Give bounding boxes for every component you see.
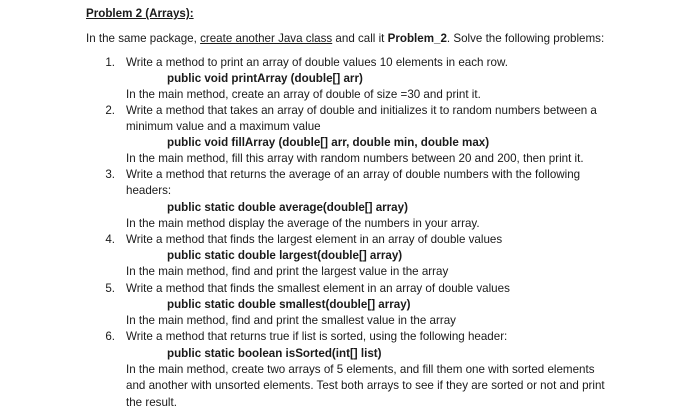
problem-description: Write a method that finds the largest element in an array of double values bbox=[126, 233, 503, 246]
problem-description: Write a method that finds the smallest element in an array of double values bbox=[126, 282, 510, 295]
problem-description: minimum value and a maximum value bbox=[126, 120, 321, 133]
problem-description: Write a method that returns the average of an array of double numbers with the following bbox=[126, 168, 581, 181]
problem-number: 4. bbox=[105, 233, 115, 246]
problem-description: Write a method to print an array of double values 10 elements in each row. bbox=[126, 56, 508, 69]
method-signature: public void printArray (double[] arr) bbox=[167, 72, 363, 85]
intro-link-text: create another Java class bbox=[200, 32, 333, 45]
intro-suffix: . Solve the following problems: bbox=[446, 32, 605, 45]
method-signature: public static double smallest(double[] array) bbox=[167, 298, 411, 311]
main-instruction: In the main method, fill this array with random numbers between 20 and 200, then print it. bbox=[126, 152, 584, 165]
method-signature: public static double largest(double[] array) bbox=[167, 249, 403, 262]
main-instruction: In the main method, create two arrays of 5 elements, and fill them one with sorted elements bbox=[126, 363, 595, 376]
main-instruction: In the main method, find and print the smallest value in the array bbox=[126, 314, 456, 327]
problem-number: 3. bbox=[105, 168, 115, 181]
main-instruction: In the main method, create an array of double of size =30 and print it. bbox=[126, 88, 481, 101]
method-signature: public static double average(double[] array) bbox=[167, 201, 408, 214]
problem-description: Write a method that takes an array of double and initializes it to random numbers between a bbox=[126, 104, 597, 117]
problem-number: 5. bbox=[105, 282, 115, 295]
main-instruction: In the main method, find and print the largest value in the array bbox=[126, 265, 449, 278]
problem-description: headers: bbox=[126, 184, 172, 197]
problem-description: Write a method that returns true if list is sorted, using the following header: bbox=[126, 330, 508, 343]
problem-number: 6. bbox=[105, 330, 115, 343]
intro-prefix: In the same package, bbox=[86, 32, 201, 45]
intro-middle: and call it bbox=[332, 32, 388, 45]
main-instruction: In the main method display the average of the numbers in your array. bbox=[126, 217, 480, 230]
method-signature: public static boolean isSorted(int[] list) bbox=[167, 347, 382, 360]
intro-class-name: Problem_2 bbox=[387, 32, 447, 45]
main-instruction: and another with unsorted elements. Test both arrays to see if they are sorted or not and print bbox=[126, 379, 605, 392]
problem-number: 1. bbox=[105, 56, 115, 69]
problem-number: 2. bbox=[105, 104, 115, 117]
page-heading: Problem 2 (Arrays): bbox=[86, 7, 194, 20]
main-instruction: the result. bbox=[126, 396, 177, 409]
method-signature: public void fillArray (double[] arr, double min, double max) bbox=[167, 136, 490, 149]
intro-paragraph bbox=[86, 32, 604, 46]
